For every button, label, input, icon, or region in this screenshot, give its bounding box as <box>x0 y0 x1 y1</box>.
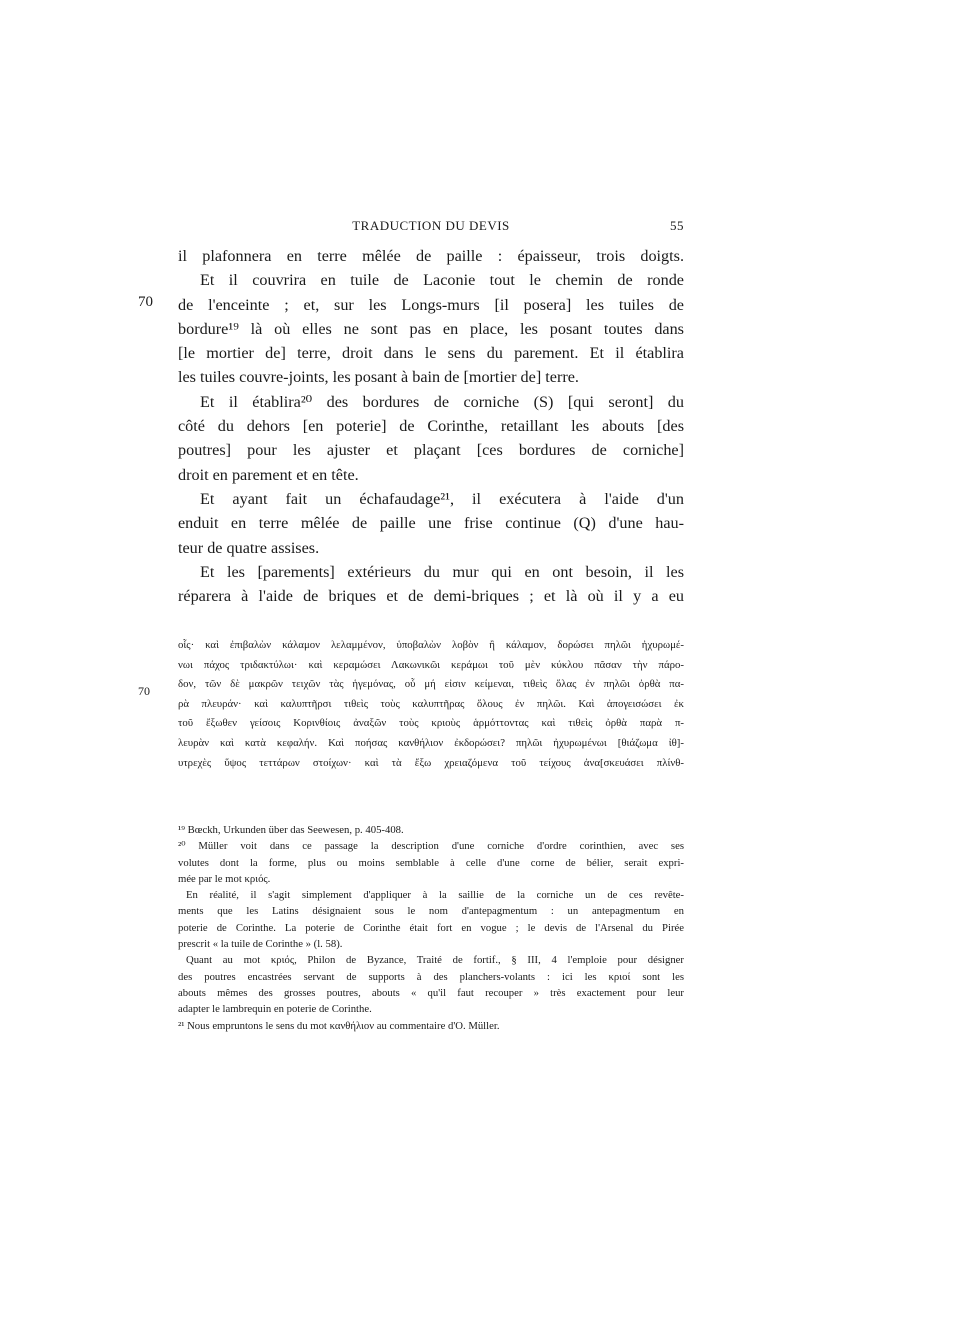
footnote-line: ²¹ Nous empruntons le sens du mot κανθήλιον au commentaire d'O. Müller. <box>178 1019 500 1032</box>
body-line: Et il établira²⁰ des bordures de corniche (S) [qui seront] du <box>200 392 684 411</box>
body-line: de l'enceinte ; et, sur les Longs-murs [il posera] les tuiles de <box>178 295 684 314</box>
greek-line: οἷς· καὶ ἐπιβαλὼν κάλαμον λελαμμένον, ὑποβαλὼν λοβὸν ἢ κάλαμον, δορώσει πηλῶι ἠχυρωμέ- <box>178 639 684 651</box>
greek-line: ρὰ πλευράν· καὶ καλυπτῆρσι τιθεὶς τοὺς καλυπτῆρας ὅλους ἐν πηλῶι. Καὶ ἀπογεισώσει ἐκ <box>178 697 684 710</box>
greek-line: λευρὰν καὶ κατὰ κεφαλήν. Καὶ ποήσας κανθήλιον ἐκδορώσει? πηλῶι ἠχυρωμένωι [θιάζωμα ἰθ]- <box>178 736 684 749</box>
body-line: Et il couvrira en tuile de Laconie tout le chemin de ronde <box>200 271 684 290</box>
footnote-line: poterie de Corinthe. La poterie de Corinthe était fort en vogue ; le devis de l'Arsenal du Pirée <box>178 921 684 934</box>
footnotes <box>178 822 684 1034</box>
footnote-line: abouts mêmes des grosses poutres, abouts « qu'il faut recouper » très exactement pour leur <box>178 986 684 999</box>
running-title: TRADUCTION DU DEVIS <box>352 218 510 233</box>
body-line: Et les [parements] extérieurs du mur qui en ont besoin, il les <box>200 562 684 581</box>
footnote-line: Quant au mot κριός, Philon de Byzance, Traité de fortif., § III, 4 l'emploie pour désigner <box>186 954 684 967</box>
footnote-line: prescrit « la tuile de Corinthe » (l. 58). <box>178 938 343 951</box>
body-line: droit en parement et en tête. <box>178 465 359 484</box>
body-line: Et ayant fait un échafaudage²¹, il exécutera à l'aide d'un <box>200 489 684 508</box>
footnote-line: volutes dont la forme, plus ou moins semblable à celle d'une corne de bélier, serait expri- <box>178 856 684 869</box>
body-line: enduit en terre mêlée de paille une frise continue (Q) d'une hau- <box>178 514 684 533</box>
greek-line: τοῦ ἔξωθεν γείσοις Κορινθίοις ἀναξῶν τοὺς κριοὺς ἁρμόττοντας καὶ τιθεὶς ὀρθὰ παρὰ π- <box>178 717 684 730</box>
footnote-line: ²⁰ Müller voit dans ce passage la description d'une corniche d'ordre corinthien, avec ses <box>178 840 684 853</box>
body-line: il plafonnera en terre mêlée de paille : épaisseur, trois doigts. <box>178 247 684 265</box>
footnote-line: adapter le lambrequin en poterie de Corinthe. <box>178 1003 372 1016</box>
body-line: teur de quatre assises. <box>178 538 320 557</box>
greek-text <box>178 636 684 773</box>
footnote-line: En réalité, il s'agit simplement d'appliquer à la saillie de la corniche un de ces revête- <box>186 889 684 902</box>
greek-line: υτρεχὲς ὕψος τεττάρων στοίχων· καὶ τὰ ἔξω χρειαζόμενα τοῦ τείχους ἀνα[σκευάσει πλίνθ- <box>178 756 684 769</box>
line-number-body: 70 <box>138 294 153 310</box>
footnote-line: des poutres encastrées servant de supports à des planchers-volants : ici les κριοί sont les <box>178 970 684 983</box>
body-line: les tuiles couvre-joints, les posant à bain de [mortier de] terre. <box>178 368 579 387</box>
footnote-line: mée par le mot κριός. <box>178 872 271 885</box>
line-number-greek: 70 <box>138 684 150 698</box>
greek-line: δον, τῶν δὲ μακρῶν τειχῶν τὰς ἡγεμόνας, οὗ μή εἰσιν κείμεναι, τιθεὶς ὅλας ἐν πηλῶι ὀρθὰ πα- <box>178 678 684 691</box>
body-line: réparera à l'aide de briques et de demi-briques ; et là où il y a eu <box>178 587 684 606</box>
footnote-line: ¹⁹ Bœckh, Urkunden über das Seewesen, p. 405-408. <box>178 824 404 836</box>
running-head <box>178 218 684 238</box>
translation-text <box>178 244 684 608</box>
body-line: poutres] pour les ajuster et plaçant [ces bordures de corniche] <box>178 441 684 460</box>
body-line: bordure¹⁹ là où elles ne sont pas en place, les posant toutes dans <box>178 319 684 338</box>
page-number: 55 <box>670 218 684 233</box>
footnote-line: ments que les Latins désignaient sous le nom d'antepagmentum : un antepagmentum en <box>178 905 684 918</box>
body-line: côté du dehors [en poterie] de Corinthe, retaillant les abouts [des <box>178 417 684 436</box>
greek-line: νωι πάχος τριδακτύλωι· καὶ κεραμώσει Λακωνικῶι κεράμωι τοῦ μὲν κύκλου πᾶσαν τὴν πάρο- <box>178 658 684 671</box>
body-line: [le mortier de] terre, droit dans le sens du parement. Et il établira <box>178 344 684 363</box>
